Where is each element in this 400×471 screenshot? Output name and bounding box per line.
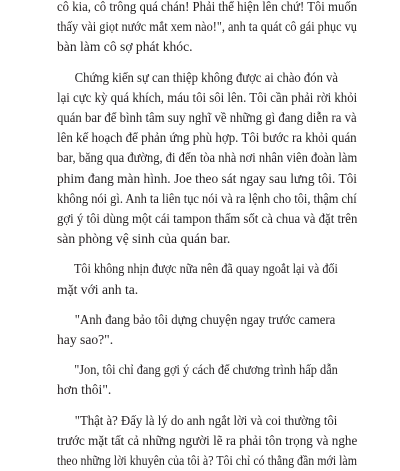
text-line: sàn phòng vệ sinh của quán bar. (57, 231, 231, 247)
text-line: "Anh đang bảo tôi dựng chuyện ngay trước camera (74, 311, 336, 327)
text-line: Tôi không nhịn được nữa nên đã quay ngoắt lại và đối (74, 261, 338, 277)
text-line: hay sao?". (57, 332, 114, 348)
text-line: bar, băng qua đường, đi đến tòa nhà nơi nhân viên đoàn làm (57, 150, 358, 166)
text-line: "Thật à? Đấy là lý do anh ngắt lời và coi thường tôi (74, 412, 338, 428)
text-line: quán bar để bình tâm suy nghĩ về những gì đang diễn ra và (57, 110, 357, 126)
text-line: theo những lời khuyên của tôi à? Tôi chỉ có thằng đần mới làm (57, 453, 358, 469)
body-text (57, 0, 357, 471)
text-line: trước mặt tất cả những người lẽ ra phải tôn trọng và nghe (57, 432, 358, 448)
text-line: cô kia, cô trông quá chán! Phải thể hiện lên chứ! Tôi muốn (57, 0, 358, 14)
text-line: bàn làm cô sợ phát khóc. (57, 39, 193, 55)
paragraph-6 (57, 411, 357, 471)
text-line: Chứng kiến sự can thiệp không được ai chào đón và (74, 69, 338, 85)
text-line: lên kế hoạch để phản ứng phù hợp. Tôi bước ra khỏi quán (57, 130, 357, 146)
paragraph-1 (57, 0, 357, 58)
text-line: thấy vài giọt nước mắt xem nào!", anh ta quát cô gái phục vụ (57, 19, 357, 35)
text-line: lại cực kỳ quá khích, máu tôi sôi lên. Tôi cần phải rời khỏi (57, 89, 358, 105)
paragraph-5 (57, 360, 357, 400)
text-line: hơn thôi". (57, 382, 112, 398)
text-line: gợi ý tôi dùng một cái tampon thấm sốt cà chua và đặt trên (57, 211, 358, 227)
text-line: không nói gì. Anh ta liên tục nói và ra lệnh cho tôi, thậm chí (57, 190, 357, 206)
text-line: "Jon, tôi chỉ đang gợi ý cách để chương trình hấp dẫn (74, 362, 338, 378)
paragraph-4 (57, 310, 357, 350)
paragraph-2 (57, 68, 357, 250)
text-line: mặt với anh ta. (57, 281, 139, 297)
text-line: phim đang màn hình. Joe theo sát ngay sau lưng tôi. Tôi (57, 170, 358, 186)
paragraph-3 (57, 259, 357, 299)
